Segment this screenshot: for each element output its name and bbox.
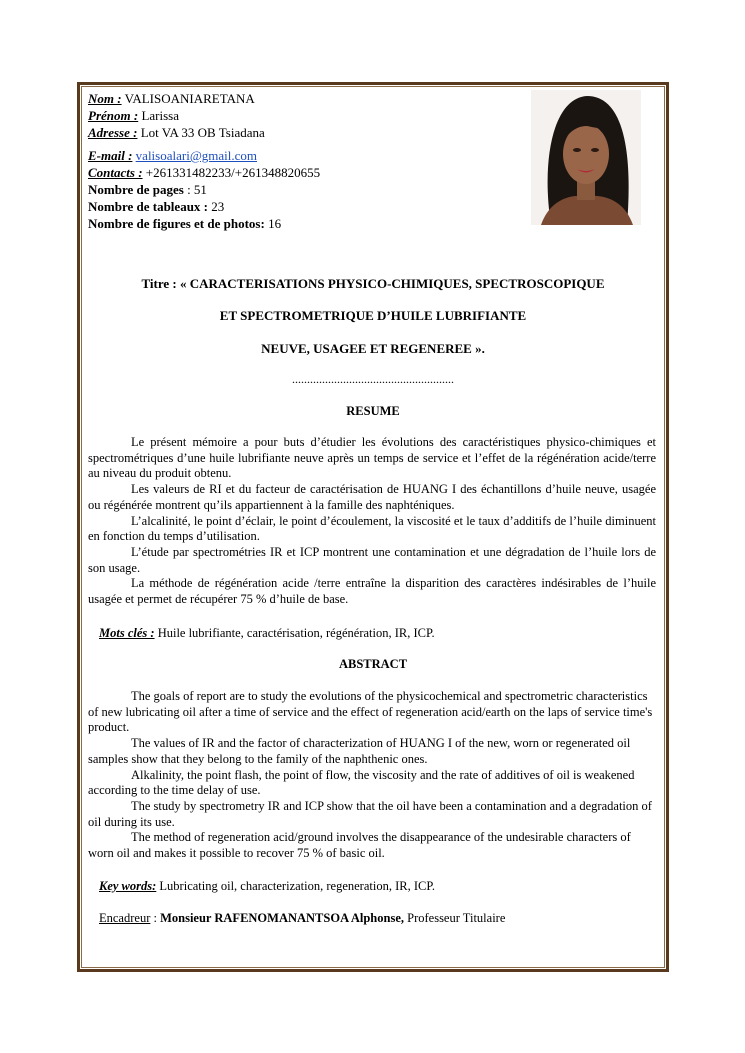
- abstract-paragraph: The study by spectrometry IR and ICP show that the oil have been a contamination and a degradation of oil during its use.: [88, 798, 652, 829]
- resume-heading: RESUME: [346, 404, 400, 418]
- resume-paragraph: L’alcalinité, le point d’éclair, le point d’écoulement, la viscosité et le taux d’additifs de l’huile diminuent en fonction du temps d’utilisation.: [88, 513, 656, 544]
- mots-cles-value: Huile lubrifiante, caractérisation, régénération, IR, ICP.: [154, 626, 435, 640]
- abstract-heading: ABSTRACT: [338, 657, 408, 671]
- separator-dots: ......................................................: [292, 372, 454, 386]
- figures-value: 16: [264, 216, 282, 231]
- contacts-label: Contacts :: [88, 165, 143, 180]
- author-photo: [531, 90, 641, 225]
- mots-cles-label: Mots clés :: [99, 626, 155, 640]
- email-link[interactable]: valisoalari@gmail.com: [135, 148, 258, 163]
- encadreur-line: [99, 911, 505, 926]
- abstract-body: [88, 689, 656, 862]
- tableaux-value: 23: [208, 199, 225, 214]
- prenom-value: Larissa: [138, 108, 179, 123]
- resume-paragraph: L’étude par spectrométries IR et ICP montrent une contamination et une dégradation de l’huile lors de son usage.: [88, 544, 656, 575]
- encadreur-role: Professeur Titulaire: [404, 911, 506, 925]
- pages-value: : 51: [183, 182, 207, 197]
- prenom-label: Prénom :: [88, 108, 139, 123]
- contacts-value: +261331482233/+261348820655: [142, 165, 321, 180]
- abstract-paragraph: Alkalinity, the point flash, the point of flow, the viscosity and the rate of additives of oil is weakened according to the time delay of use.: [88, 767, 635, 798]
- figures-label: Nombre de figures et de photos:: [88, 216, 265, 231]
- mots-cles-line: [99, 626, 435, 641]
- abstract-paragraph: The goals of report are to study the evolutions of the physicochemical and spectrometric characteristics of new lubricating oil after a time of service and the effect of regeneration acid/earth on the laps of service time's product.: [88, 689, 653, 735]
- pages-label: Nombre de pages: [88, 182, 184, 197]
- encadreur-label: Encadreur: [99, 911, 151, 925]
- nom-value: VALISOANIARETANA: [121, 91, 255, 106]
- email-label: E-mail :: [88, 148, 133, 163]
- abstract-paragraph: The method of regeneration acid/ground involves the disappearance of the undesirable characters of worn oil and makes it possible to recover 75 % of basic oil.: [88, 830, 631, 861]
- abstract-paragraph: The values of IR and the factor of characterization of HUANG I of the new, worn or regenerated oil samples show that they belong to the family of the naphthenic ones.: [88, 736, 631, 766]
- adresse-value: Lot VA 33 OB Tsiadana: [137, 125, 265, 140]
- title-line-3: NEUVE, USAGEE ET REGENEREE ».: [261, 341, 485, 356]
- resume-body: [88, 435, 656, 608]
- key-words-value: Lubricating oil, characterization, regeneration, IR, ICP.: [156, 879, 436, 893]
- nom-label: Nom :: [88, 91, 122, 106]
- resume-paragraph: La méthode de régénération acide /terre entraîne la disparition des caractères indésirables de l’huile usagée et permet de récupérer 75 % d’huile de base.: [88, 576, 656, 607]
- key-words-label: Key words:: [99, 879, 157, 893]
- key-words-line: [99, 879, 435, 894]
- title-line-2: ET SPECTROMETRIQUE D’HUILE LUBRIFIANTE: [219, 308, 527, 323]
- title-line-1: Titre : « CARACTERISATIONS PHYSICO-CHIMIQUES, SPECTROSCOPIQUE: [141, 276, 605, 291]
- encadreur-name: Monsieur RAFENOMANANTSOA Alphonse,: [160, 911, 404, 925]
- encadreur-sep: :: [150, 911, 161, 925]
- resume-paragraph: Le présent mémoire a pour buts d’étudier les évolutions des caractéristiques physico-chimiques et spectrométriques d’une huile lubrifiante neuve après un temps de service et l’effet de la régénération acide/terre au niveau du produit obtenu.: [88, 435, 656, 481]
- tableaux-label: Nombre de tableaux :: [88, 199, 209, 214]
- resume-paragraph: Les valeurs de RI et du facteur de caractérisation de HUANG I des échantillons d’huile neuve, usagée ou régénérée montrent qu’ils appartiennent à la famille des naphténiques.: [88, 482, 656, 512]
- adresse-label: Adresse :: [88, 125, 138, 140]
